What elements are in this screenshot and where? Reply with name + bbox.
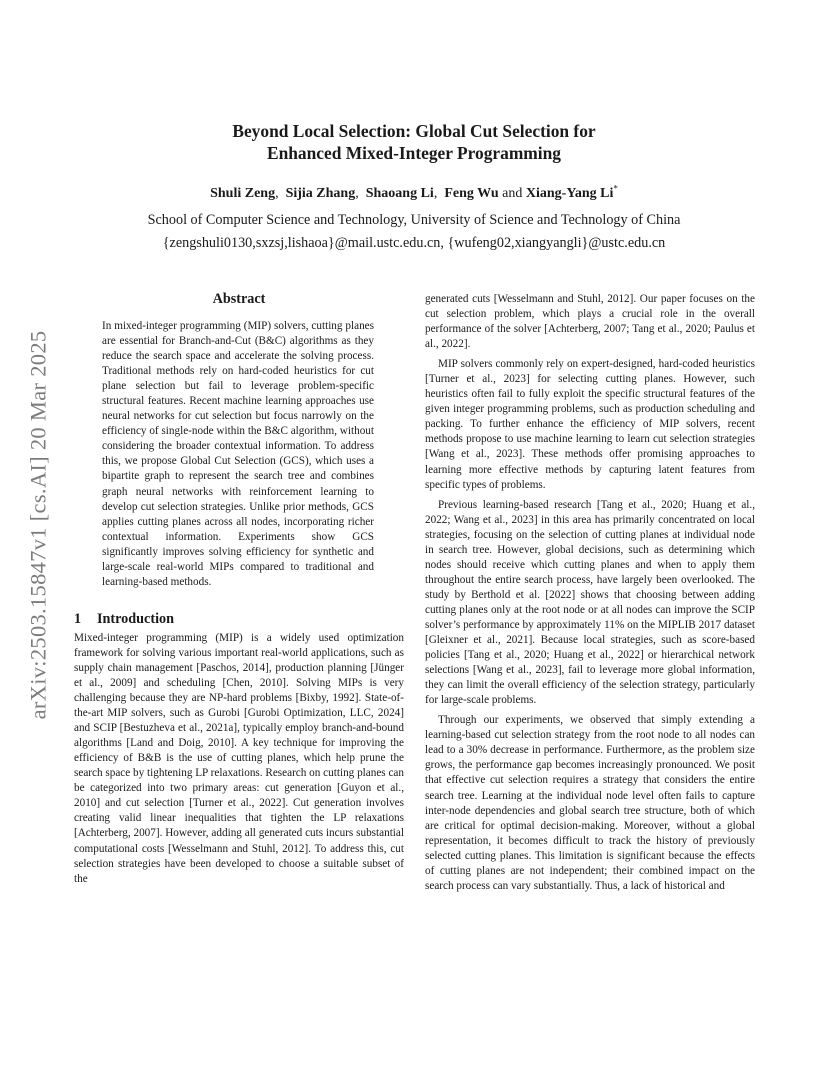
body-paragraph: generated cuts [Wesselmann and Stuhl, 2012]. Our paper focuses on the cut selection problem, which plays a crucial role in the overall performance of the solver [Achterberg, 2007; Tang et al., 2020; Paulus et al., 2022]. (425, 293, 755, 351)
corresponding-author-mark: * (613, 183, 618, 194)
title-line-1: Beyond Local Selection: Global Cut Selection for (232, 121, 596, 141)
author-name: Shuli Zeng (210, 186, 276, 201)
abstract-heading: Abstract (212, 291, 266, 307)
section-number: 1 (74, 610, 82, 627)
author-name: Xiang-Yang Li (525, 186, 614, 201)
author-list (0, 184, 828, 204)
paper-title (0, 120, 828, 164)
left-column (74, 290, 404, 887)
author-separator: , (355, 186, 359, 201)
arxiv-identifier-stamp (21, 290, 55, 760)
body-paragraph: Through our experiments, we observed that simply extending a learning-based cut selection strategy from the root node to all nodes can lead to a 30% decrease in performance. Furthermore, as the problem size grows, the performance gap becomes increasingly pronounced. We posit that effective cut selection requires a strategy that considers the entire search tree. Learning at the individual node level often fails to capture inter-node dependencies and global search tree structure, both of which are critical for optimal decision-making. Moreover, without a global representation, it becomes difficult to track the history of previously selected cutting planes. This limitation is significant because the effects of cutting planes are not independent; their combined impact on the search process can vary substantially. Thus, a lack of historical and (425, 714, 755, 892)
affiliation: School of Computer Science and Technology, University of Science and Technology of China (147, 212, 681, 228)
section-heading-introduction (74, 610, 404, 628)
intro-paragraph: Mixed-integer programming (MIP) is a widely used optimization framework for solving various important real-world applications, such as supply chain management [Paschos, 2014], production planning [Jünger et al., 2009] and scheduling [Chen, 2010]. Solving MIPs is very challenging because they are NP-hard problems [Bixby, 1992]. State-of-the-art MIP solvers, such as Gurobi [Gurobi Optimization, LLC, 2024] and SCIP [Bestuzheva et al., 2021a], typically employ branch-and-bound algorithms [Land and Doig, 2010]. A key technique for improving the efficiency of B&B is the use of cutting planes, which help prune the search space by tightening LP relaxations. Research on cutting planes can be categorized into two primary areas: cut generation [Guyon et al., 2010] and cut selection [Turner et al., 2022]. Cut generation involves creating valid linear inequalities that tighten the LP relaxations [Achterberg, 2007]. However, adding all generated cuts incurs substantial computational costs [Wesselmann and Stuhl, 2012]. To address this, cut selection strategies have been developed to choose a suitable subset of the (74, 631, 404, 885)
section-title: Introduction (97, 610, 174, 627)
body-paragraph: Previous learning-based research [Tang et al., 2020; Huang et al., 2022; Wang et al., 2023] in this area has primarily concentrated on local strategies, focusing on the selection of cutting planes at individual node in search tree. However, global decisions, such as determining which nodes should receive which cutting planes and when to apply them throughout the entire search process, have largely been overlooked. The study by Berthold et al. [2022] shows that choosing between adding cutting planes only at the root node or at all nodes can improve the SCIP solver’s performance by approximately 11% on the MIPLIB 2017 dataset [Gleixner et al., 2021]. Because local strategies, such as score-based policies [Tang et al., 2020; Huang et al., 2022] or hierarchical network selections [Wang et al., 2023], fail to leverage more global information, they can limit the overall efficiency of the selection strategy, particularly for large-scale problems. (425, 498, 755, 707)
author-separator: , (275, 186, 279, 201)
arxiv-identifier: arXiv:2503.15847v1 [cs.AI] 20 Mar 2025 (25, 330, 50, 720)
title-line-2: Enhanced Mixed-Integer Programming (266, 143, 561, 163)
right-column (425, 292, 755, 894)
author-conjunction: and (502, 186, 523, 201)
author-separator: , (433, 186, 438, 201)
abstract-text: In mixed-integer programming (MIP) solvers, cutting planes are essential for Branch-and-Cut (B&C) algorithms as they reduce the search space and accelerate the solving process. Traditional methods rely on hard-coded heuristics for cut plane selection but fail to leverage problem-specific structural features. Recent machine learning approaches use neural networks for cut selection but focus narrowly on the efficiency of single-node within the B&C algorithm, without considering the broader contextual information. To address this, we propose Global Cut Selection (GCS), which uses a bipartite graph to represent the search tree and combines graph neural networks with reinforcement learning to develop cut selection strategies. Unlike prior methods, GCS applies cutting planes across all nodes, incorporating richer contextual information. Experiments show GCS significantly improves solving efficiency for synthetic and large-scale real-world MIPs compared to traditional and learning-based methods. (102, 320, 374, 588)
author-emails: {zengshuli0130,sxzsj,lishaoa}@mail.ustc.edu.cn, {wufeng02,xiangyangli}@ustc.edu.cn (162, 235, 666, 251)
author-name: Sijia Zhang (285, 186, 356, 201)
author-name: Shaoang Li (365, 186, 434, 201)
author-name: Feng Wu (444, 186, 499, 201)
body-paragraph: MIP solvers commonly rely on expert-designed, hard-coded heuristics [Turner et al., 2023] for selecting cutting planes. However, such heuristics often fail to fully exploit the specific structural features of the given integer programming problems, such as production scheduling and packing. To further enhance the efficiency of MIP solvers, recent methods propose to use machine learning to learn cut selection strategies [Wang et al., 2023]. These methods offer promising approaches to learning more effective methods by capturing latent features from specific types of problems. (425, 358, 755, 491)
